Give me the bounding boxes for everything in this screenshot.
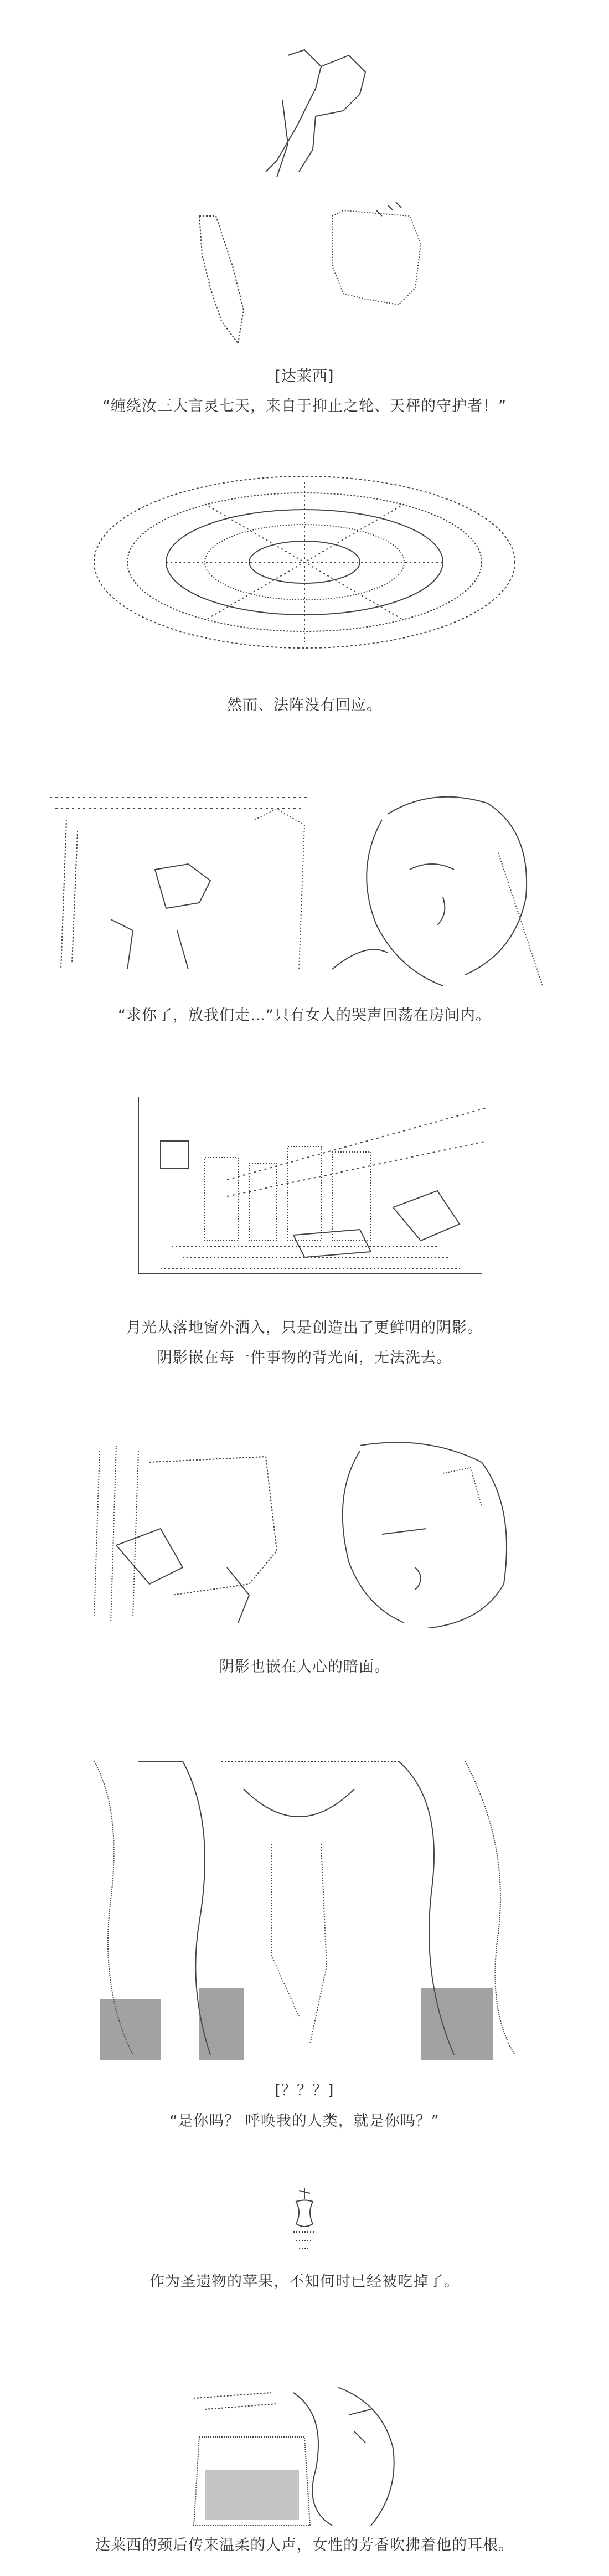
narration-gentle-voice: 达莱西的颈后传来温柔的人声，女性的芳香吹拂着他的耳根。 (95, 2537, 514, 2554)
hand-pointing-ascii-art (177, 33, 443, 360)
narration-plea: “求你了，放我们走…”只有女人的哭声回荡在房间内。 (118, 1007, 491, 1024)
speaker-tag: [达莱西] (275, 368, 334, 385)
narration-heart-shadow: 阴影也嵌在人心的暗面。 (219, 1658, 390, 1675)
speaker-tag-unknown: [？？？] (275, 2082, 334, 2099)
mysterious-woman-ascii-art (89, 1756, 520, 2066)
narration-apple-eaten: 作为圣遗物的苹果，不知何时已经被吃掉了。 (149, 2273, 460, 2290)
shadowed-figures-ascii-art (83, 1440, 526, 1628)
narration-no-response: 然而、法阵没有回应。 (227, 697, 382, 714)
narration-shadows: 阴影嵌在每一件事物的背光面，无法洗去。 (157, 1349, 452, 1366)
moonlit-room-ascii-art (127, 1097, 487, 1296)
eaten-apple-ascii-art (282, 2182, 327, 2254)
embracing-figures-ascii-art (183, 2382, 426, 2531)
incantation-line: “缠绕汝三大言灵七天，来自于抑止之轮、天秤的守护者！” (102, 398, 507, 415)
narration-moonlight: 月光从落地窗外洒入，只是创造出了更鲜明的阴影。 (126, 1319, 483, 1336)
magic-circle-ascii-art (89, 471, 520, 654)
dialogue-is-it-you: “是你吗？ 呼唤我的人类，就是你吗？” (169, 2112, 440, 2130)
two-figures-ascii-art (44, 786, 570, 997)
